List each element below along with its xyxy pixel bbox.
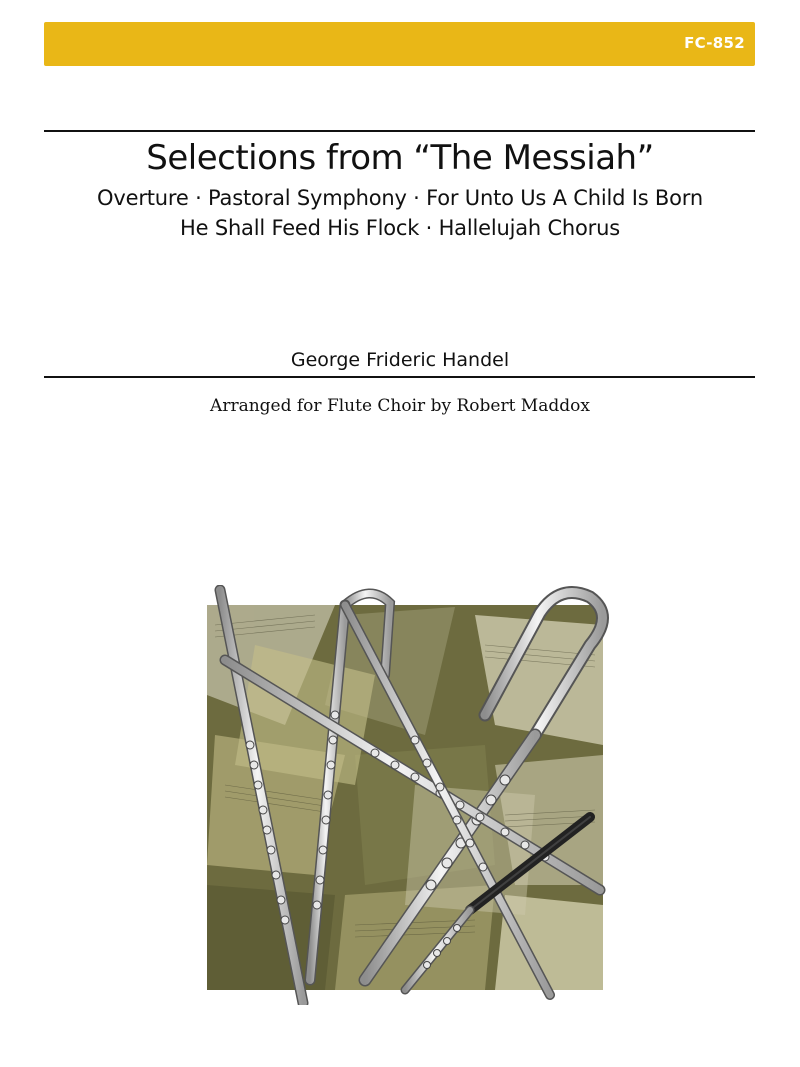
cover-artwork <box>195 585 615 1005</box>
top-divider <box>44 130 755 132</box>
arranger-credit: Arranged for Flute Choir by Robert Maddox <box>210 396 590 416</box>
composer-divider <box>44 376 755 378</box>
subtitle-line-1: Overture · Pastoral Symphony · For Unto Us A Child Is Born <box>97 186 703 210</box>
subtitle-line-2: He Shall Feed His Flock · Hallelujah Chorus <box>180 216 620 240</box>
composer-name: George Frideric Handel <box>290 349 510 371</box>
page-title: Selections from “The Messiah” <box>146 138 654 178</box>
catalog-number: FC-852 <box>684 34 745 52</box>
header-band <box>44 22 755 66</box>
